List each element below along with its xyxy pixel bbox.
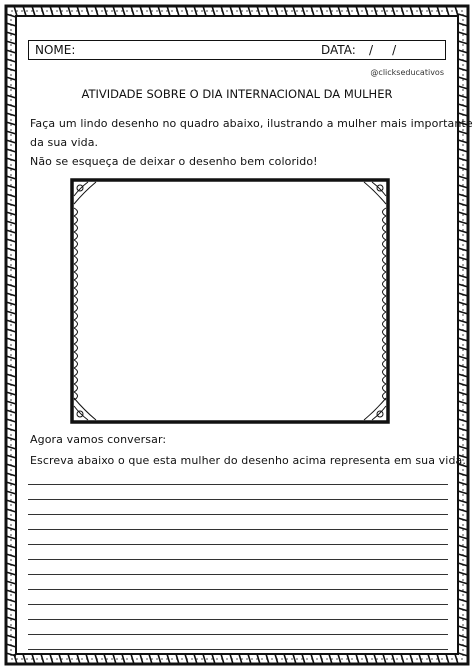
- student-info-box: [28, 40, 446, 60]
- name-label: NOME:: [35, 43, 76, 57]
- answer-line: [28, 514, 448, 515]
- answer-line: [28, 589, 448, 590]
- answer-line: [28, 574, 448, 575]
- credit-handle: @clickseducativos: [370, 68, 444, 77]
- answer-line: [28, 484, 448, 485]
- date-label: DATA:: [321, 43, 356, 57]
- conversation-prompt: Escreva abaixo o que esta mulher do desenho acima representa em sua vida.: [30, 454, 466, 467]
- instruction-line-2: da sua vida.: [30, 136, 99, 149]
- date-slashes: / /: [369, 43, 397, 57]
- answer-line: [28, 634, 448, 635]
- drawing-area-frame: [70, 178, 390, 424]
- instruction-line-3: Não se esqueça de deixar o desenho bem colorido!: [30, 155, 318, 168]
- answer-line: [28, 499, 448, 500]
- conversation-heading: Agora vamos conversar:: [30, 433, 167, 446]
- page-title: ATIVIDADE SOBRE O DIA INTERNACIONAL DA MULHER: [81, 87, 393, 101]
- answer-line: [28, 544, 448, 545]
- answer-line: [28, 649, 448, 650]
- answer-line: [28, 559, 448, 560]
- answer-line: [28, 529, 448, 530]
- answer-line: [28, 619, 448, 620]
- answer-line: [28, 604, 448, 605]
- instruction-line-1: Faça um lindo desenho no quadro abaixo, ilustrando a mulher mais importante: [30, 117, 473, 130]
